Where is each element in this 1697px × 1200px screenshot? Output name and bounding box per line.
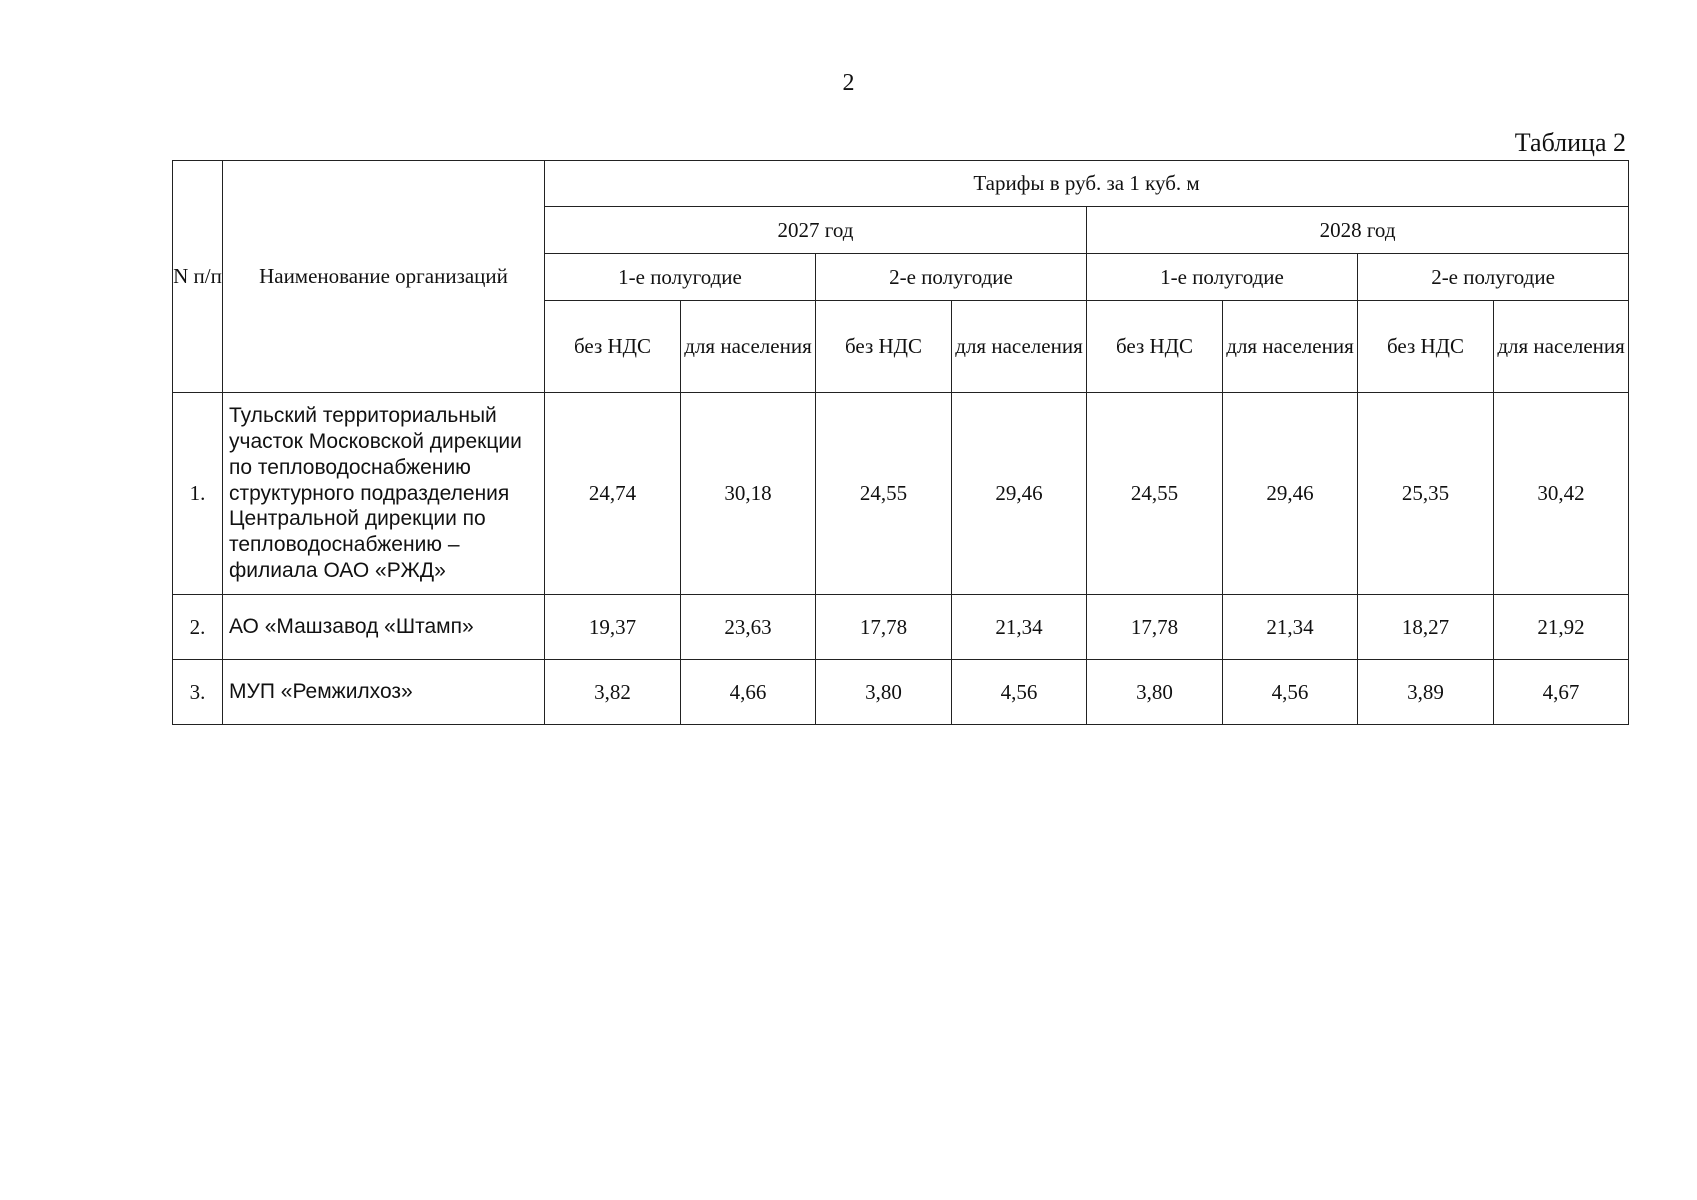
header-subcol: без НДС <box>816 301 952 393</box>
table-caption: Таблица 2 <box>1514 128 1626 157</box>
tariff-value: 4,56 <box>952 660 1087 725</box>
tariff-value: 4,67 <box>1494 660 1629 725</box>
organization-name: Тульский территориальный участок Московской дирекции по тепловодоснабжению структурного подразделения Центральной дирекции по тепловодоснабжению – филиала ОАО «РЖД» <box>223 393 545 595</box>
header-subcol: без НДС <box>1358 301 1494 393</box>
header-subcol: без НДС <box>545 301 681 393</box>
tariff-value: 30,42 <box>1494 393 1629 595</box>
tariff-value: 3,89 <box>1358 660 1494 725</box>
tariff-value: 17,78 <box>1087 595 1223 660</box>
header-half: 2-е полугодие <box>816 254 1087 301</box>
header-num: N п/п <box>173 161 223 393</box>
tariff-value: 29,46 <box>952 393 1087 595</box>
header-name: Наименование организаций <box>223 161 545 393</box>
table-row <box>173 660 1629 725</box>
header-half: 1-е полугодие <box>545 254 816 301</box>
tariff-value: 29,46 <box>1223 393 1358 595</box>
tariff-value: 3,80 <box>1087 660 1223 725</box>
header-half: 2-е полугодие <box>1358 254 1629 301</box>
organization-name: МУП «Ремжилхоз» <box>223 660 545 725</box>
header-subcol: для населения <box>952 301 1087 393</box>
tariff-value: 3,82 <box>545 660 681 725</box>
organization-name: АО «Машзавод «Штамп» <box>223 595 545 660</box>
table-row <box>173 393 1629 595</box>
tariff-value: 18,27 <box>1358 595 1494 660</box>
header-year-2027: 2027 год <box>545 207 1087 254</box>
tariff-value: 17,78 <box>816 595 952 660</box>
tariff-value: 4,56 <box>1223 660 1358 725</box>
tariff-value: 4,66 <box>681 660 816 725</box>
tariff-value: 23,63 <box>681 595 816 660</box>
tariff-value: 24,55 <box>816 393 952 595</box>
tariff-value: 24,55 <box>1087 393 1223 595</box>
tariff-value: 21,92 <box>1494 595 1629 660</box>
page-number: 2 <box>842 70 855 96</box>
table-body <box>173 393 1629 725</box>
header-subcol: без НДС <box>1087 301 1223 393</box>
header-subcol: для населения <box>1494 301 1629 393</box>
table-row <box>173 595 1629 660</box>
header-subcol: для населения <box>1223 301 1358 393</box>
tariffs-table <box>172 160 1629 725</box>
tariff-value: 19,37 <box>545 595 681 660</box>
row-number: 1. <box>173 393 223 595</box>
table-header <box>173 161 1629 393</box>
header-subcol: для населения <box>681 301 816 393</box>
tariff-value: 3,80 <box>816 660 952 725</box>
tariff-value: 21,34 <box>952 595 1087 660</box>
row-number: 3. <box>173 660 223 725</box>
tariff-value: 30,18 <box>681 393 816 595</box>
header-half: 1-е полугодие <box>1087 254 1358 301</box>
tariff-value: 21,34 <box>1223 595 1358 660</box>
row-number: 2. <box>173 595 223 660</box>
tariff-value: 25,35 <box>1358 393 1494 595</box>
header-year-2028: 2028 год <box>1087 207 1629 254</box>
tariff-value: 24,74 <box>545 393 681 595</box>
header-tariffs: Тарифы в руб. за 1 куб. м <box>545 161 1629 207</box>
